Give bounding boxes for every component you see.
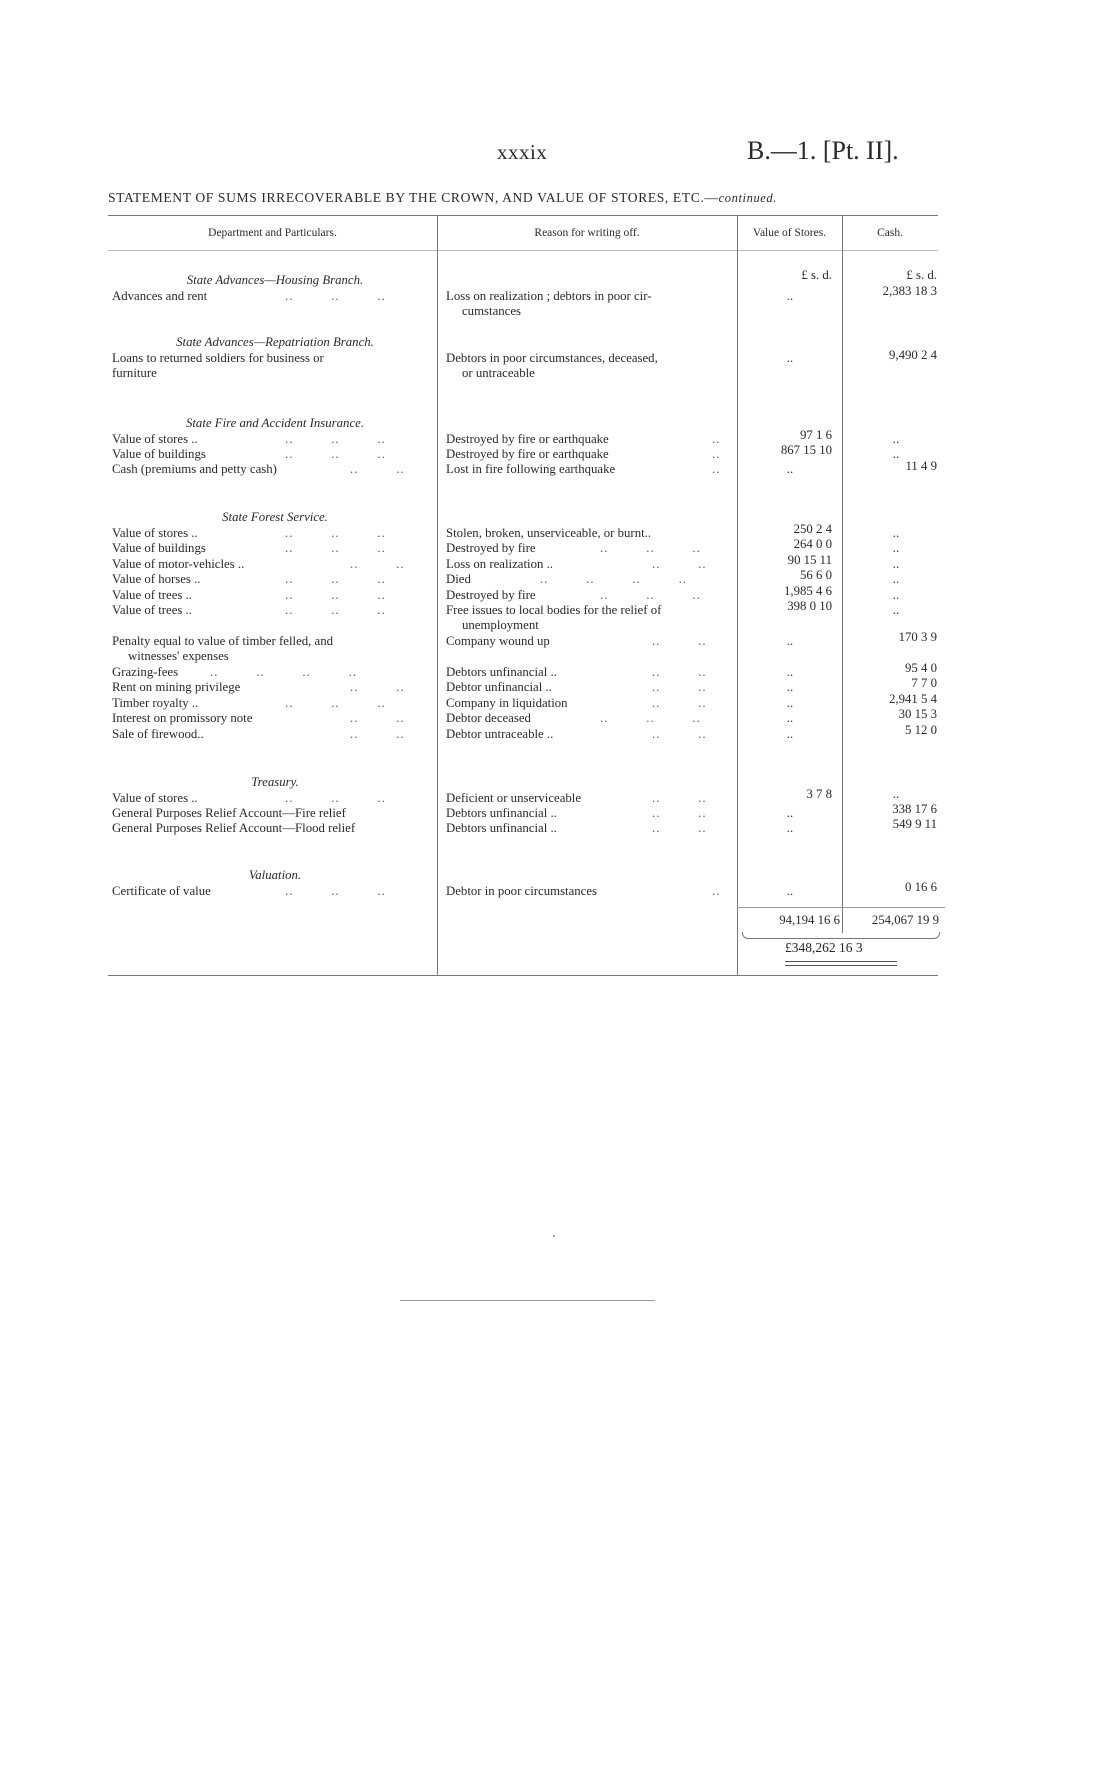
row-particular: Loans to returned soldiers for business or bbox=[112, 351, 324, 365]
row-cash: .. bbox=[892, 603, 900, 617]
section-title-housing: State Advances—Housing Branch. bbox=[186, 273, 364, 287]
header-bottom-rule bbox=[108, 250, 938, 251]
row-stores: .. bbox=[786, 680, 794, 694]
leader-dots: .. .. .. bbox=[600, 711, 701, 725]
row-stores: 398 0 10 bbox=[787, 599, 832, 613]
row-stores: 250 2 4 bbox=[793, 522, 832, 536]
row-reason: Debtor untraceable .. bbox=[446, 727, 554, 741]
row-reason: Debtors unfinancial .. bbox=[446, 806, 557, 820]
row-particular: Value of stores .. bbox=[112, 432, 198, 446]
row-cash: .. bbox=[892, 588, 900, 602]
column-header-reason: Reason for writing off. bbox=[534, 227, 640, 239]
leader-dots: .. .. bbox=[350, 557, 405, 571]
row-particular: Timber royalty .. bbox=[112, 696, 199, 710]
row-cash: 7 7 0 bbox=[911, 676, 937, 690]
column-header-cash: Cash. bbox=[877, 227, 903, 239]
row-reason: Debtor deceased bbox=[446, 711, 531, 725]
row-cash: 170 3 9 bbox=[898, 630, 937, 644]
row-stores: .. bbox=[786, 634, 794, 648]
row-cash: 11 4 9 bbox=[905, 459, 937, 473]
row-reason: Company in liquidation bbox=[446, 696, 568, 710]
leader-dots: .. bbox=[712, 447, 721, 461]
total-cash: 254,067 19 9 bbox=[871, 913, 939, 927]
row-cash: .. bbox=[892, 447, 900, 461]
row-reason: Destroyed by fire or earthquake bbox=[446, 432, 609, 446]
row-reason: Lost in fire following earthquake bbox=[446, 462, 616, 476]
subtotal-rule bbox=[737, 907, 945, 908]
row-particular: Penalty equal to value of timber felled, and bbox=[112, 634, 334, 648]
row-reason: Company wound up bbox=[446, 634, 550, 648]
leader-dots: .. .. bbox=[350, 727, 405, 741]
row-cash: 5 12 0 bbox=[905, 723, 937, 737]
leader-dots: .. .. bbox=[652, 791, 707, 805]
leader-dots: .. .. .. bbox=[600, 541, 701, 555]
row-cash: .. bbox=[892, 541, 900, 555]
table-bottom-rule bbox=[108, 975, 938, 976]
section-title-forest-service: State Forest Service. bbox=[222, 510, 328, 524]
row-cash: 549 9 11 bbox=[892, 817, 937, 831]
row-stores: .. bbox=[786, 727, 794, 741]
leader-dots: .. .. bbox=[652, 821, 707, 835]
leader-dots: .. .. bbox=[350, 680, 405, 694]
grand-total-underline bbox=[785, 961, 897, 966]
row-reason: Destroyed by fire bbox=[446, 588, 536, 602]
row-reason: Loss on realization .. bbox=[446, 557, 553, 571]
row-particular: Certificate of value bbox=[112, 884, 211, 898]
leader-dots: .. .. bbox=[652, 806, 707, 820]
row-particular: General Purposes Relief Account—Flood relief bbox=[112, 821, 356, 835]
row-cash: 2,941 5 4 bbox=[889, 692, 937, 706]
leader-dots: .. .. bbox=[652, 727, 707, 741]
leader-dots: .. .. .. bbox=[285, 572, 386, 586]
row-cash: 338 17 6 bbox=[892, 802, 937, 816]
row-stores: .. bbox=[786, 806, 794, 820]
row-reason: Destroyed by fire bbox=[446, 541, 536, 555]
row-particular: Value of buildings bbox=[112, 541, 206, 555]
end-rule bbox=[400, 1300, 655, 1301]
row-cash: .. bbox=[892, 557, 900, 571]
row-cash: .. bbox=[892, 432, 900, 446]
row-cash: .. bbox=[892, 787, 900, 801]
leader-dots: .. bbox=[712, 432, 721, 446]
row-reason: Died bbox=[446, 572, 471, 586]
row-stores: .. bbox=[786, 884, 794, 898]
row-reason-cont: cumstances bbox=[462, 304, 521, 318]
row-cash: .. bbox=[892, 526, 900, 540]
row-particular: Value of stores .. bbox=[112, 791, 198, 805]
leader-dots: .. .. bbox=[652, 634, 707, 648]
leader-dots: .. .. bbox=[652, 680, 707, 694]
page-reference: B.—1. [Pt. II]. bbox=[747, 136, 899, 165]
row-reason: Free issues to local bodies for the relief of bbox=[446, 603, 662, 617]
leader-dots: .. .. bbox=[350, 462, 405, 476]
row-cash: 9,490 2 4 bbox=[889, 348, 937, 362]
leader-dots: .. .. .. bbox=[285, 526, 386, 540]
leader-dots: .. .. .. bbox=[600, 588, 701, 602]
row-particular: Rent on mining privilege bbox=[112, 680, 241, 694]
row-reason: Debtors unfinancial .. bbox=[446, 665, 557, 679]
leader-dots: .. .. .. bbox=[285, 541, 386, 555]
row-reason-cont: or untraceable bbox=[462, 366, 535, 380]
row-particular: Interest on promissory note bbox=[112, 711, 253, 725]
row-stores: 97 1 6 bbox=[800, 428, 832, 442]
row-particular: Cash (premiums and petty cash) bbox=[112, 462, 277, 476]
section-title-repatriation: State Advances—Repatriation Branch. bbox=[176, 335, 374, 349]
leader-dots: .. .. .. bbox=[285, 447, 386, 461]
row-particular: Advances and rent bbox=[112, 289, 208, 303]
units-stores: £ s. d. bbox=[801, 268, 832, 282]
row-stores: .. bbox=[786, 462, 794, 476]
leader-dots: .. .. .. bbox=[285, 696, 386, 710]
row-cash: 2,383 18 3 bbox=[882, 284, 937, 298]
leader-dots: .. .. .. bbox=[285, 791, 386, 805]
row-reason-cont: unemployment bbox=[462, 618, 539, 632]
row-stores: 3 7 8 bbox=[806, 787, 832, 801]
row-reason: Debtors in poor circumstances, deceased, bbox=[446, 351, 658, 365]
page-dot bbox=[553, 1235, 555, 1237]
row-stores: 867 15 10 bbox=[780, 443, 832, 457]
leader-dots: .. .. .. bbox=[285, 588, 386, 602]
column-header-dept: Department and Particulars. bbox=[208, 227, 337, 239]
row-reason: Loss on realization ; debtors in poor cir- bbox=[446, 289, 652, 303]
row-stores: .. bbox=[786, 665, 794, 679]
leader-dots: .. .. .. .. bbox=[210, 665, 357, 679]
heading-text: STATEMENT OF SUMS IRRECOVERABLE BY THE CROWN, AND VALUE OF STORES, ETC.— bbox=[108, 190, 719, 205]
row-reason: Debtor in poor circumstances bbox=[446, 884, 598, 898]
column-header-stores: Value of Stores. bbox=[752, 227, 827, 239]
row-cash: 0 16 6 bbox=[905, 880, 937, 894]
heading-continued: continued. bbox=[718, 191, 778, 205]
row-reason: Debtor unfinancial .. bbox=[446, 680, 552, 694]
leader-dots: .. .. .. bbox=[285, 603, 386, 617]
row-reason: Destroyed by fire or earthquake bbox=[446, 447, 609, 461]
row-stores: 56 6 0 bbox=[800, 568, 832, 582]
row-reason: Deficient or unserviceable bbox=[446, 791, 582, 805]
leader-dots: .. .. .. bbox=[285, 289, 386, 303]
row-particular: Value of trees .. bbox=[112, 588, 192, 602]
row-particular: Value of stores .. bbox=[112, 526, 198, 540]
row-stores: .. bbox=[786, 821, 794, 835]
row-particular: Grazing-fees bbox=[112, 665, 179, 679]
row-stores: .. bbox=[786, 696, 794, 710]
statement-heading bbox=[108, 190, 938, 206]
total-stores: 94,194 16 6 bbox=[779, 913, 840, 927]
row-cash: 95 4 0 bbox=[905, 661, 937, 675]
leader-dots: .. .. bbox=[652, 696, 707, 710]
total-brace bbox=[742, 932, 940, 939]
section-title-fire-insurance: State Fire and Accident Insurance. bbox=[185, 416, 365, 430]
grand-total: £348,262 16 3 bbox=[785, 940, 863, 955]
row-reason: Debtors unfinancial .. bbox=[446, 821, 557, 835]
col-divider-1 bbox=[437, 215, 438, 975]
leader-dots: .. .. .. bbox=[285, 884, 386, 898]
row-stores: .. bbox=[786, 711, 794, 725]
row-stores: 264 0 0 bbox=[793, 537, 832, 551]
section-title-treasury: Treasury. bbox=[251, 775, 299, 789]
leader-dots: .. bbox=[712, 884, 721, 898]
leader-dots: .. .. bbox=[652, 557, 707, 571]
leader-dots: .. .. bbox=[350, 711, 405, 725]
row-cash: 30 15 3 bbox=[898, 707, 937, 721]
section-title-valuation: Valuation. bbox=[248, 868, 302, 882]
row-cash: .. bbox=[892, 572, 900, 586]
leader-dots: .. .. .. .. bbox=[540, 572, 687, 586]
page-number: xxxix bbox=[497, 140, 548, 164]
row-stores: 90 15 11 bbox=[787, 553, 832, 567]
row-stores: .. bbox=[786, 289, 794, 303]
row-particular: Value of buildings bbox=[112, 447, 206, 461]
row-reason: Stolen, broken, unserviceable, or burnt.. bbox=[446, 526, 652, 540]
leader-dots: .. .. .. bbox=[285, 432, 386, 446]
leader-dots: .. bbox=[712, 462, 721, 476]
row-particular-cont: furniture bbox=[112, 366, 157, 380]
units-cash: £ s. d. bbox=[906, 268, 937, 282]
row-particular: Sale of firewood.. bbox=[112, 727, 204, 741]
row-stores: 1,985 4 6 bbox=[784, 584, 832, 598]
row-particular-cont: witnesses' expenses bbox=[128, 649, 229, 663]
row-particular: Value of trees .. bbox=[112, 603, 192, 617]
table-top-rule bbox=[108, 215, 938, 216]
leader-dots: .. .. bbox=[652, 665, 707, 679]
row-particular: General Purposes Relief Account—Fire relief bbox=[112, 806, 346, 820]
row-stores: .. bbox=[786, 351, 794, 365]
row-particular: Value of horses .. bbox=[112, 572, 201, 586]
row-particular: Value of motor-vehicles .. bbox=[112, 557, 245, 571]
